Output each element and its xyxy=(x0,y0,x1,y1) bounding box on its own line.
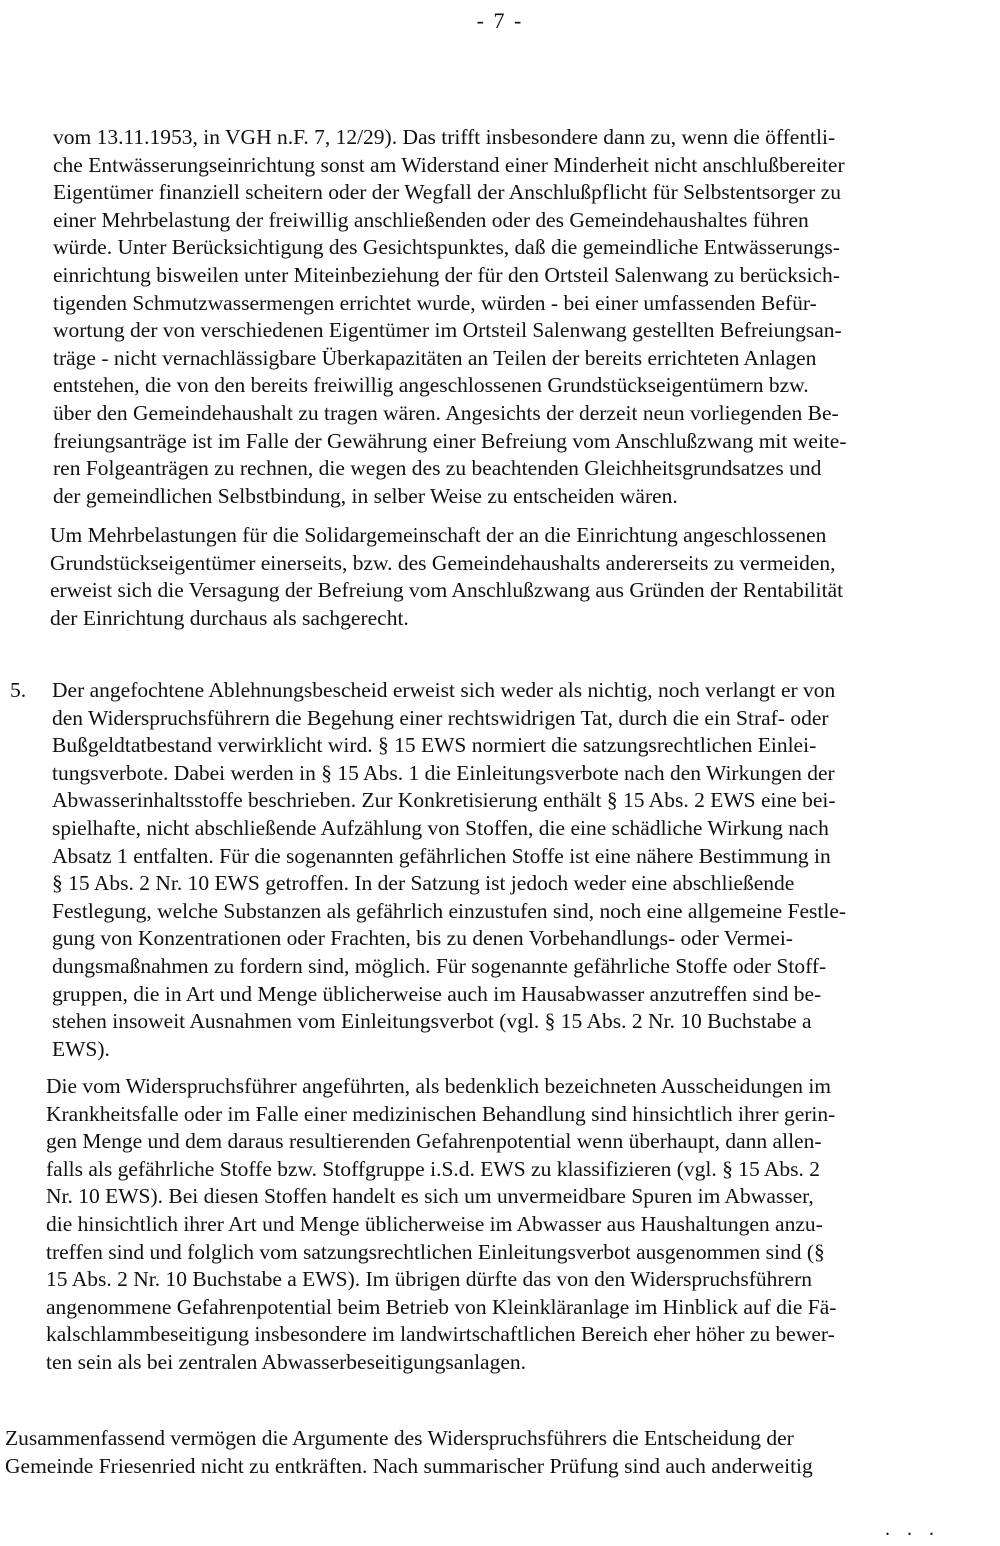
text-line: den Widerspruchsführern die Begehung einer rechtswidrigen Tat, durch die ein Straf- oder xyxy=(52,705,829,730)
paragraph-item-5-hazardous-substances xyxy=(46,1073,981,1377)
text-line: 15 Abs. 2 Nr. 10 Buchstabe a EWS). Im übrigen dürfte das von den Widerspruchsführern xyxy=(46,1267,813,1292)
text-line: spielhafte, nicht abschließende Aufzählung von Stoffen, die eine schädliche Wirkung nach xyxy=(52,815,829,840)
item-number-5: 5. xyxy=(10,678,27,702)
text-line: der Einrichtung durchaus als sachgerecht. xyxy=(50,605,409,630)
text-line: einrichtung bisweilen unter Miteinbeziehung der für den Ortsteil Salenwang zu berücksich- xyxy=(53,262,840,287)
text-line: würde. Unter Berücksichtigung des Gesichtspunktes, daß die gemeindliche Entwässerungs- xyxy=(53,235,840,260)
paragraph-reasoning-continued xyxy=(53,124,988,510)
text-line: gruppen, die in Art und Menge üblicherweise auch im Hausabwasser anzutreffen sind be- xyxy=(52,981,822,1006)
text-line: tigenden Schmutzwassermengen errichtet wurde, würden - bei einer umfassenden Befür- xyxy=(53,290,817,315)
text-line: tungsverbote. Dabei werden in § 15 Abs. 1 die Einleitungsverbote nach den Wirkungen der xyxy=(52,760,835,785)
text-line: Bußgeldtatbestand verwirklicht wird. § 15 EWS normiert die satzungsrechtlichen Einlei- xyxy=(52,733,817,758)
text-line: wortung der von verschiedenen Eigentümer im Ortsteil Salenwang gestellten Befreiungsan- xyxy=(53,318,842,343)
text-line: Grundstückseigentümer einerseits, bzw. des Gemeindehaushalts andererseits zu vermeiden, xyxy=(50,550,836,575)
page-number: - 7 - xyxy=(476,8,524,33)
text-line: che Entwässerungseinrichtung sonst am Widerstand einer Minderheit nicht anschlußbereiter xyxy=(53,152,845,177)
text-line: freiungsanträge ist im Falle der Gewährung einer Befreiung vom Anschlußzwang mit weite- xyxy=(53,428,847,453)
text-line: entstehen, die von den bereits freiwillig angeschlossenen Grundstückseigentümern bzw. xyxy=(53,373,809,398)
text-line: Nr. 10 EWS). Bei diesen Stoffen handelt es sich um unvermeidbare Spuren im Abwasser, xyxy=(46,1184,814,1209)
text-line: Gemeinde Friesenried nicht zu entkräften. Nach summarischer Prüfung sind auch anderweitig xyxy=(5,1453,813,1478)
text-line: ren Folgeanträgen zu rechnen, die wegen des zu beachtenden Gleichheitsgrundsatzes und xyxy=(53,456,822,481)
paragraph-item-5-discharge-bans xyxy=(52,677,987,1063)
text-line: gen Menge und dem daraus resultierenden Gefahrenpotential wenn überhaupt, dann allen- xyxy=(46,1129,822,1154)
text-line: treffen sind und folglich vom satzungsrechtlichen Einleitungsverbot ausgenommen sind (§ xyxy=(46,1239,825,1264)
paragraph-conclusion-rentability xyxy=(50,522,985,632)
text-line: EWS). xyxy=(52,1036,110,1061)
text-line: die hinsichtlich ihrer Art und Menge üblicherweise im Abwasser aus Haushaltungen anzu- xyxy=(46,1211,823,1236)
text-line: Absatz 1 entfalten. Für die sogenannten gefährlichen Stoffe ist eine nähere Bestimmung in xyxy=(52,843,831,868)
text-line: über den Gemeindehaushalt zu tragen wären. Angesichts der derzeit neun vorliegenden Be- xyxy=(53,400,839,425)
text-line: § 15 Abs. 2 Nr. 10 EWS getroffen. In der Satzung ist jedoch weder eine abschließende xyxy=(52,871,795,896)
text-line: einer Mehrbelastung der freiwillig anschließenden oder des Gemeindehaushaltes führen xyxy=(53,207,809,232)
text-line: Krankheitsfalle oder im Falle einer medizinischen Behandlung sind hinsichtlich ihrer gerin- xyxy=(46,1101,836,1126)
text-line: stehen insoweit Ausnahmen vom Einleitungsverbot (vgl. § 15 Abs. 2 Nr. 10 Buchstabe a xyxy=(52,1009,812,1034)
text-line: Festlegung, welche Substanzen als gefährlich einzustufen sind, noch eine allgemeine Festle- xyxy=(52,898,847,923)
text-line: erweist sich die Versagung der Befreiung vom Anschlußzwang aus Gründen der Rentabilität xyxy=(50,578,844,603)
text-line: Abwasserinhaltsstoffe beschrieben. Zur Konkretisierung enthält § 15 Abs. 2 EWS eine bei- xyxy=(52,788,836,813)
text-line: angenommene Gefahrenpotential beim Betrieb von Kleinkläranlage im Hinblick auf die Fä- xyxy=(46,1294,837,1319)
text-line: Um Mehrbelastungen für die Solidargemeinschaft der an die Einrichtung angeschlossenen xyxy=(50,523,827,547)
text-line: Zusammenfassend vermögen die Argumente des Widerspruchsführers die Entscheidung der xyxy=(5,1426,794,1450)
text-line: vom 13.11.1953, in VGH n.F. 7, 12/29). Das trifft insbesondere dann zu, wenn die öffentli- xyxy=(53,125,836,149)
text-line: Eigentümer finanziell scheitern oder der Wegfall der Anschlußpflicht für Selbstentsorger zu xyxy=(53,180,841,205)
text-line: der gemeindlichen Selbstbindung, in selber Weise zu entscheiden wären. xyxy=(53,483,678,508)
text-line: dungsmaßnahmen zu fordern sind, möglich. Für sogenannte gefährliche Stoffe oder Stoff- xyxy=(52,953,827,978)
text-line: falls als gefährliche Stoffe bzw. Stoffgruppe i.S.d. EWS zu klassifizieren (vgl. § 15 Abs. 2 xyxy=(46,1156,821,1181)
continuation-mark: . . . xyxy=(885,1518,940,1540)
text-line: Der angefochtene Ablehnungsbescheid erweist sich weder als nichtig, noch verlangt er von xyxy=(52,678,836,702)
text-line: gung von Konzentrationen oder Frachten, bis zu denen Vorbehandlungs- oder Vermei- xyxy=(52,926,793,951)
paragraph-summary xyxy=(5,1425,960,1480)
text-line: träge - nicht vernachlässigbare Überkapazitäten an Teilen der bereits errichteten Anlagen xyxy=(53,345,817,370)
text-line: ten sein als bei zentralen Abwasserbeseitigungsanlagen. xyxy=(46,1349,527,1374)
text-line: kalschlammbeseitigung insbesondere im landwirtschaftlichen Bereich eher höher zu bewer- xyxy=(46,1322,835,1347)
text-line: Die vom Widerspruchsführer angeführten, als bedenklich bezeichneten Ausscheidungen im xyxy=(46,1074,832,1098)
